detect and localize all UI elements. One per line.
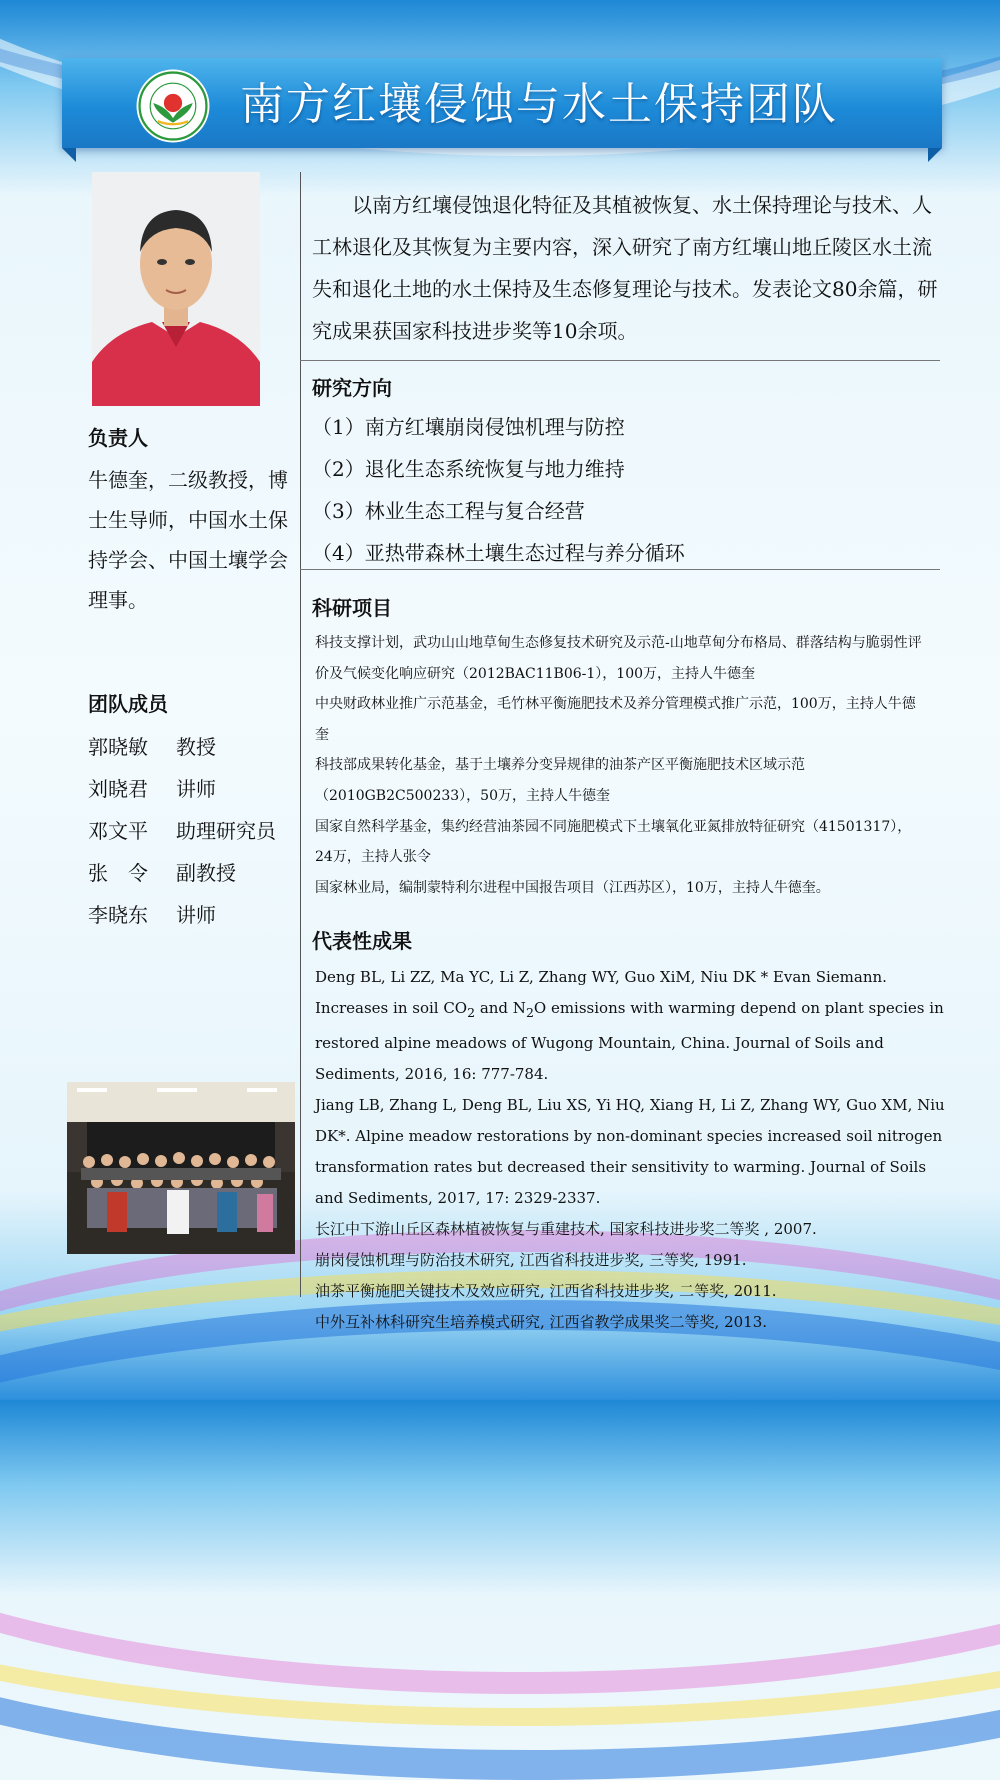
member-item (88, 852, 276, 894)
background-wave (0, 1300, 1000, 1780)
projects-heading: 科研项目 (312, 596, 392, 620)
research-item: （2）退化生态系统恢复与地力维持 (312, 457, 625, 481)
subscript: 2 (525, 1005, 534, 1020)
member-list (88, 726, 276, 936)
page-title: 南方红壤侵蚀与水土保持团队 (240, 79, 838, 130)
member-title: 助理研究员 (176, 819, 276, 843)
member-title: 讲师 (176, 903, 216, 927)
members-heading: 团队成员 (88, 692, 168, 716)
university-logo (135, 68, 211, 144)
background-wave (0, 1270, 1000, 1726)
award-item: 中外互补林科研究生培养模式研究, 江西省教学成果奖二等奖, 2013. (315, 1313, 768, 1331)
member-title: 讲师 (176, 777, 216, 801)
member-name: 刘晓君 (88, 777, 148, 801)
project-item: 科技支撑计划，武功山山地草甸生态修复技术研究及示范-山地草甸分布格局、群落结构与脆弱性评价及气候变化响应研究（2012BAC11B06-1），100万，主持人牛德奎 (315, 635, 922, 682)
member-item (88, 768, 276, 810)
research-heading: 研究方向 (312, 376, 392, 400)
member-name: 邓文平 (88, 819, 148, 843)
research-list (312, 406, 685, 574)
leader-heading: 负责人 (88, 426, 148, 450)
team-introduction: 以南方红壤侵蚀退化特征及其植被恢复、水土保持理论与技术、人工林退化及其恢复为主要内容，深入研究了南方红壤山地丘陵区水土流失和退化土地的水土保持及生态修复理论与技术。发表论文80余篇，研究成果获国家科技进步奖等10余项。 (312, 193, 938, 343)
research-item: （1）南方红壤崩岗侵蚀机理与防控 (312, 415, 625, 439)
project-item: 国家林业局，编制蒙特利尔进程中国报告项目（江西苏区），10万，主持人牛德奎。 (315, 879, 830, 896)
member-name: 张 令 (88, 861, 148, 885)
award-item: 长江中下游山丘区森林植被恢复与重建技术, 国家科技进步奖二等奖 , 2007. (315, 1220, 817, 1238)
project-list (315, 628, 927, 903)
paper-text: Deng BL, Li ZZ, Ma YC, Li Z, Zhang WY, Guo XiM, Niu DK * Evan Siemann. Increases in soil CO (315, 968, 887, 1017)
research-item: （4）亚热带森林土壤生态过程与养分循环 (312, 541, 685, 565)
member-name: 郭晓敏 (88, 735, 148, 759)
paper-citation: Jiang LB, Zhang L, Deng BL, Liu XS, Yi HQ, Xiang H, Li Z, Zhang WY, Guo XM, Niu DK*. Alpine meadow restorations by non-dominant species increased soil nitrogen transformation rates but decreased their sensitivity to warming. Journal of Soils and Sediments, 2017, 17: 2329-2337. (315, 1096, 945, 1207)
column-divider (300, 172, 301, 1297)
member-item (88, 726, 276, 768)
member-title: 副教授 (176, 861, 236, 885)
award-item: 油茶平衡施肥关键技术及效应研究, 江西省科技进步奖, 二等奖, 2011. (315, 1282, 777, 1300)
banner-fold (62, 148, 76, 162)
leader-bio: 牛德奎，二级教授，博士生导师，中国水土保持学会、中国土壤学会理事。 (88, 468, 288, 612)
project-item: 中央财政林业推广示范基金，毛竹林平衡施肥技术及养分管理模式推广示范，100万，主持人牛德奎 (315, 696, 916, 743)
paper-text: and N (475, 999, 526, 1017)
paper-text: O emissions with warming depend on plant species in restored alpine meadows of Wugong Mountain, China. Journal of Soils and Sediments, 2016, 16: 777-784. (315, 999, 944, 1083)
project-item: 科技部成果转化基金，基于土壤养分变异规律的油茶产区平衡施肥技术区域示范（2010GB2C500233），50万，主持人牛德奎 (315, 757, 805, 804)
member-item (88, 894, 276, 936)
leader-portrait (92, 172, 260, 406)
results-list (315, 962, 945, 1338)
subscript: 2 (467, 1005, 476, 1020)
member-title: 教授 (176, 735, 216, 759)
project-item: 国家自然科学基金，集约经营油茶园不同施肥模式下土壤氧化亚氮排放特征研究（41501317），24万，主持人张令 (315, 818, 912, 866)
results-heading: 代表性成果 (312, 929, 412, 953)
member-name: 李晓东 (88, 903, 148, 927)
section-divider (300, 360, 940, 361)
award-item: 崩岗侵蚀机理与防治技术研究, 江西省科技进步奖, 三等奖, 1991. (315, 1251, 747, 1269)
team-group-photo (67, 1082, 295, 1254)
banner-fold (928, 148, 942, 162)
member-item (88, 810, 276, 852)
paper-citation (315, 962, 945, 1090)
research-item: （3）林业生态工程与复合经营 (312, 499, 585, 523)
